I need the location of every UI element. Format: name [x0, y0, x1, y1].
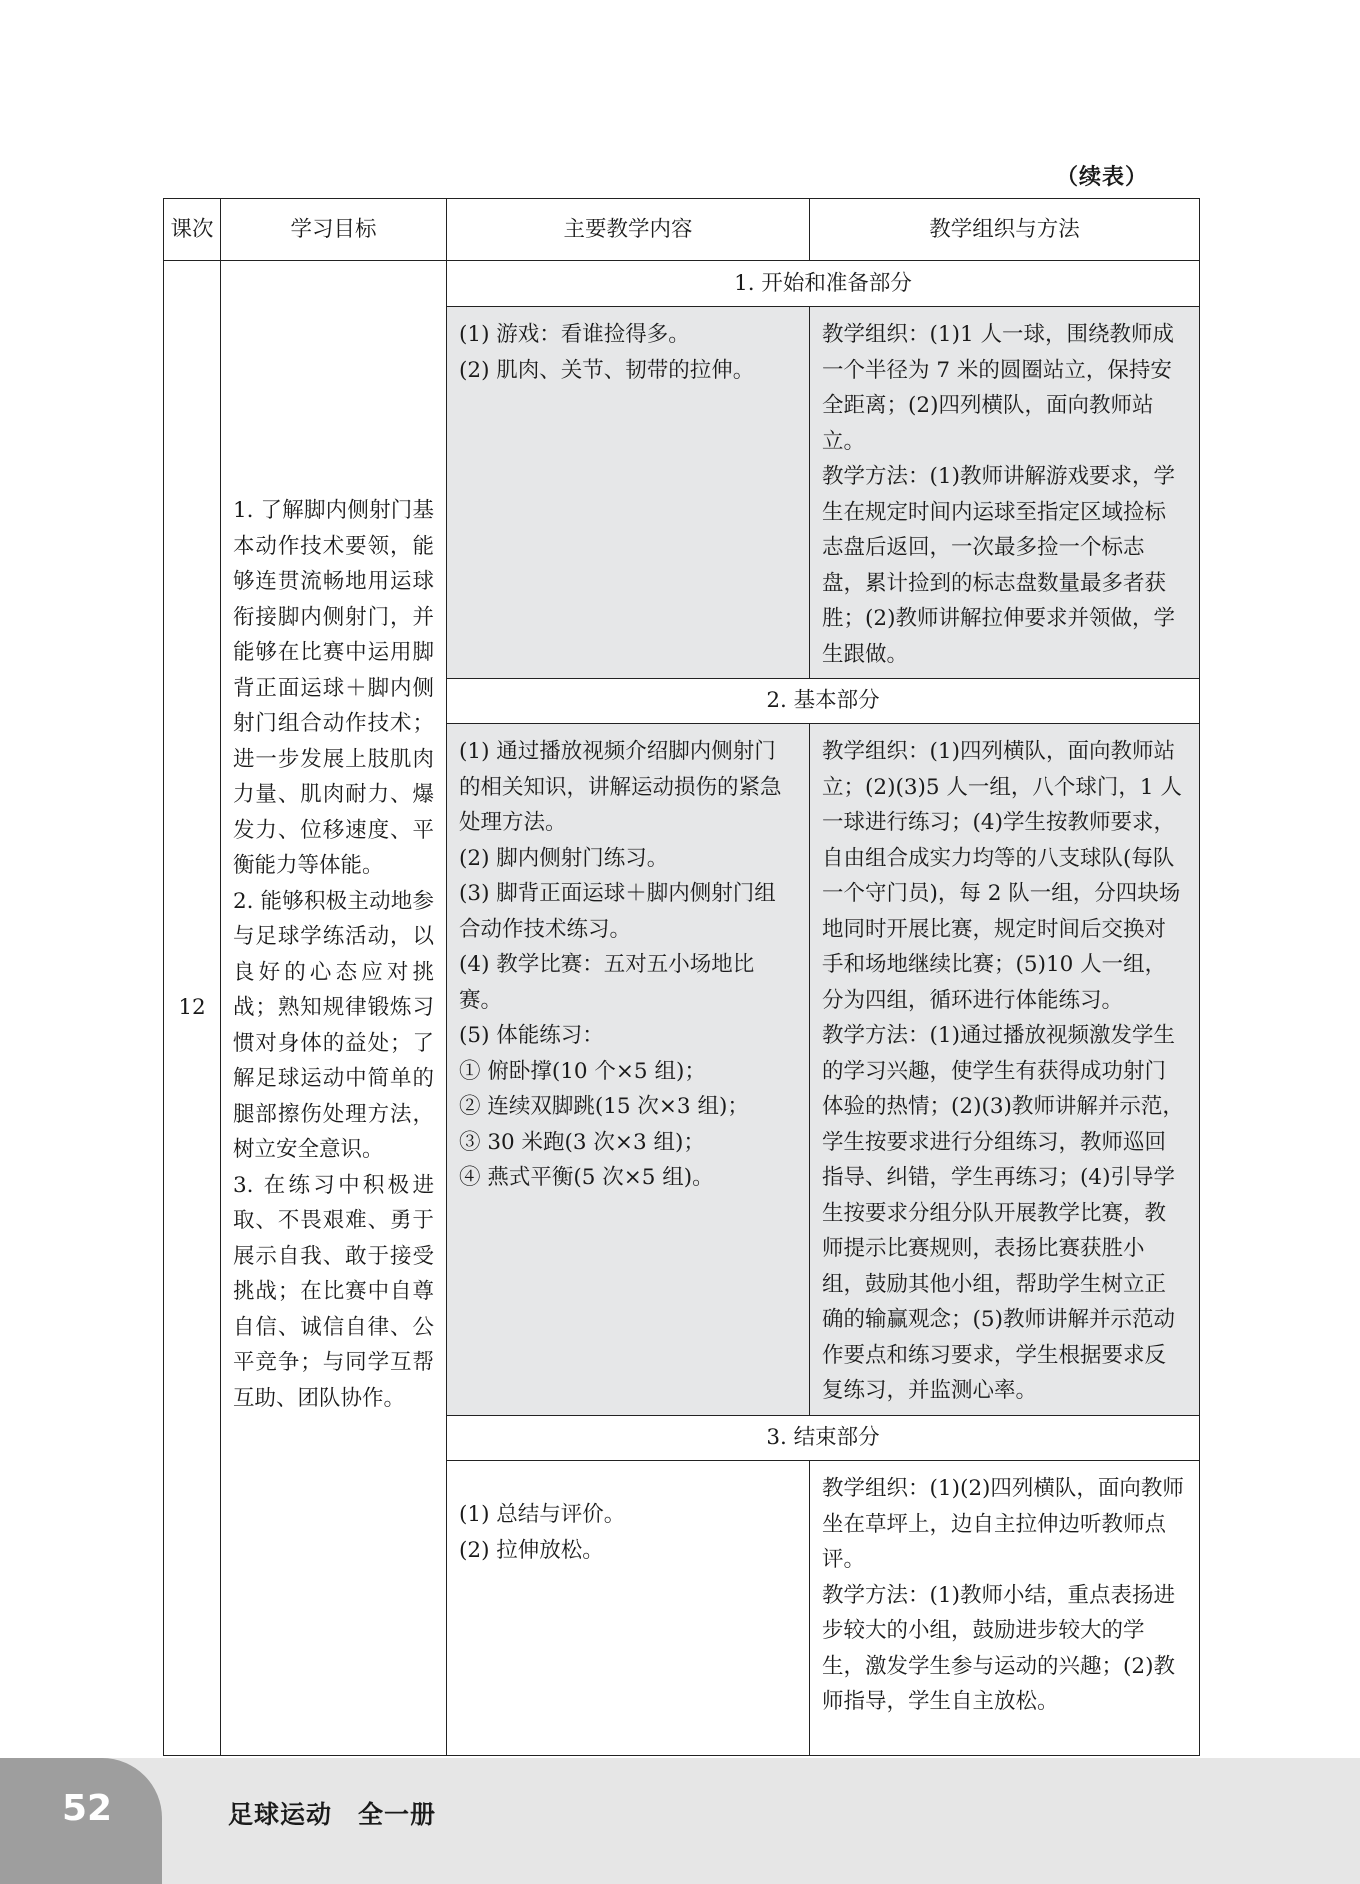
s2-method-organization: 教学组织：(1)四列横队，面向教师站立；(2)(3)5 人一组，八个球门，1 人一球进行练习；(4)学生按教师要求，自由组合成实力均等的八支球队(每队一个守门员)，每 2 队一组，分四块场地同时开展比赛，规定时间后交换对手和场地继续比赛；(5)10 人一组，分为四组，循环进行体能练习。: [822, 739, 1182, 1013]
s2-content-item: (2) 脚内侧射门练习。: [459, 845, 669, 871]
section-2-content: [447, 724, 810, 1416]
header-content: 主要教学内容: [447, 199, 810, 261]
s3-method-organization: 教学组织：(1)(2)四列横队，面向教师坐在草坪上，边自主拉伸边听教师点评。: [822, 1476, 1184, 1572]
header-lesson: 课次: [164, 199, 221, 261]
s1-content-item: (1) 游戏：看谁捡得多。: [459, 322, 690, 347]
section-3-methods: [810, 1461, 1200, 1756]
s2-content-item: ④ 燕式平衡(5 次×5 组)。: [459, 1165, 714, 1190]
section-2-methods: [810, 724, 1200, 1416]
s2-content-item: (3) 脚背正面运球＋脚内侧射门组合动作技术练习。: [459, 881, 776, 942]
header-objectives: 学习目标: [221, 199, 447, 261]
s2-content-item: ③ 30 米跑(3 次×3 组)；: [459, 1129, 705, 1155]
lesson-number: 12: [164, 261, 221, 1756]
continued-label: （续表）: [1055, 165, 1148, 190]
s2-method-approach: 教学方法：(1)通过播放视频激发学生的学习兴趣，使学生有获得成功射门体验的热情；(2)(3)教师讲解并示范，学生按要求进行分组练习，教师巡回指导、纠错，学生再练习；(4)引导学生按要求分组分队开展教学比赛，教师提示比赛规则，表扬比赛获胜小组，鼓励其他小组，帮助学生树立正确的输赢观念；(5)教师讲解并示范动作要点和练习要求，学生根据要求反复练习，并监测心率。: [822, 1023, 1184, 1403]
s3-content-item: (2) 拉伸放松。: [459, 1537, 604, 1563]
s3-content-item: (1) 总结与评价。: [459, 1502, 626, 1527]
objective-2: 2. 能够积极主动地参与足球学练活动，以良好的心态应对挑战；熟知规律锻炼习惯对身体的益处；了解足球运动中简单的腿部擦伤处理方法，树立安全意识。: [233, 888, 434, 1162]
section-1-content: [447, 307, 810, 679]
page-number-tab: [0, 1758, 162, 1884]
objective-1: 1. 了解脚内侧射门基本动作技术要领，能够连贯流畅地用运球衔接脚内侧射门，并能够在比赛中运用脚背正面运球＋脚内侧射门组合动作技术；进一步发展上肢肌肉力量、肌肉耐力、爆发力、位移速度、平衡能力等体能。: [233, 498, 434, 878]
book-title: 足球运动 全一册: [228, 1800, 437, 1829]
page-footer: [0, 1758, 1360, 1884]
s2-content-item: (1) 通过播放视频介绍脚内侧射门的相关知识，讲解运动损伤的紧急处理方法。: [459, 739, 782, 835]
objective-3: 3. 在练习中积极进取、不畏艰难、勇于展示自我、敢于接受挑战；在比赛中自尊自信、诚信自律、公平竞争；与同学互帮互助、团队协作。: [233, 1172, 434, 1411]
header-row: [164, 199, 1200, 261]
section-2-title: 2. 基本部分: [447, 679, 1200, 724]
section-1-title-row: [164, 261, 1200, 307]
section-1-title: 1. 开始和准备部分: [447, 261, 1200, 307]
s3-method-approach: 教学方法：(1)教师小结，重点表扬进步较大的小组，鼓励进步较大的学生，激发学生参与运动的兴趣；(2)教师指导，学生自主放松。: [822, 1582, 1175, 1714]
s1-method-organization: 教学组织：(1)1 人一球，围绕教师成一个半径为 7 米的圆圈站立，保持安全距离；(2)四列横队，面向教师站立。: [822, 322, 1174, 454]
learning-objectives: [221, 261, 447, 1756]
s2-content-item: (5) 体能练习：: [459, 1023, 604, 1048]
section-1-methods: [810, 307, 1200, 679]
s1-content-item: (2) 肌肉、关节、韧带的拉伸。: [459, 357, 755, 383]
page-number: 52: [62, 1788, 113, 1829]
s2-content-item: ② 连续双脚跳(15 次×3 组)；: [459, 1094, 749, 1119]
section-3-content: [447, 1461, 810, 1756]
s2-content-item: ① 俯卧撑(10 个×5 组)；: [459, 1058, 706, 1084]
section-3-title: 3. 结束部分: [447, 1416, 1200, 1461]
lesson-plan-table: [163, 198, 1200, 1756]
s2-content-item: (4) 教学比赛：五对五小场地比赛。: [459, 952, 755, 1013]
s1-method-approach: 教学方法：(1)教师讲解游戏要求，学生在规定时间内运球至指定区域捡标志盘后返回，一次最多捡一个标志盘，累计捡到的标志盘数量最多者获胜；(2)教师讲解拉伸要求并领做，学生跟做。: [822, 464, 1175, 667]
header-methods: 教学组织与方法: [810, 199, 1200, 261]
